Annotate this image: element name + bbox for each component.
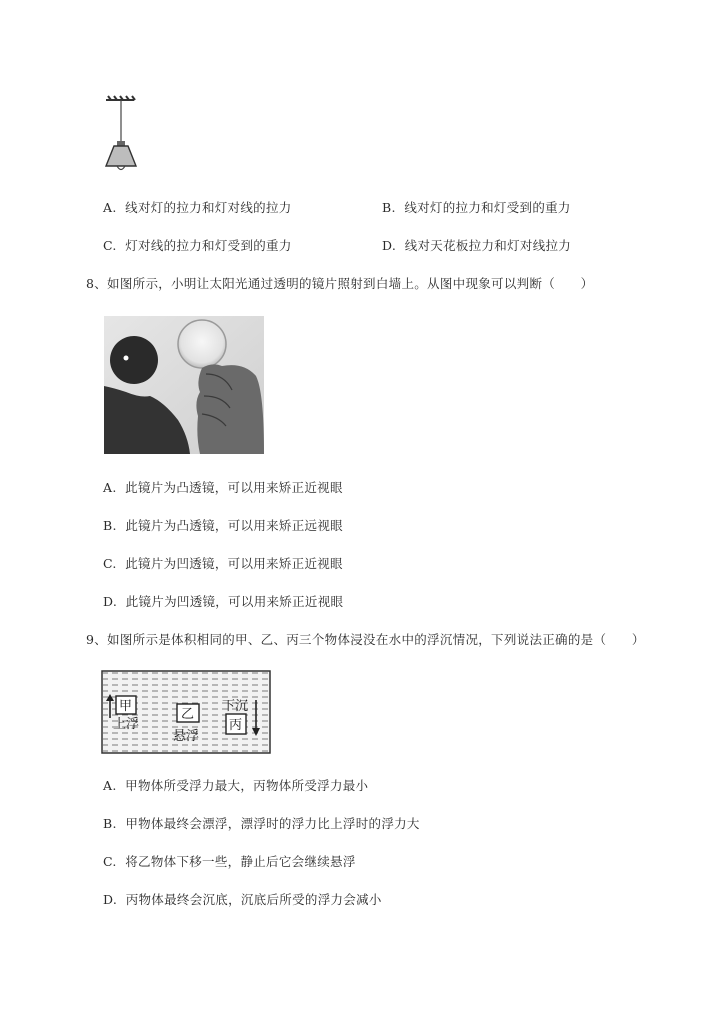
q8-option-b[interactable]: B. 此镜片为凸透镜，可以用来矫正远视眼 (103, 518, 343, 533)
label-up: 上浮 (113, 717, 140, 732)
q8-option-a[interactable]: A. 此镜片为凸透镜，可以用来矫正近视眼 (103, 480, 343, 495)
q9-stem: 9、如图所示是体积相同的甲、乙、丙三个物体浸没在水中的浮沉情况，下列说法正确的是（ ） (86, 632, 645, 647)
q7-option-d[interactable]: D. 线对天花板拉力和灯对线拉力 (382, 238, 572, 253)
q9-option-c[interactable]: C. 将乙物体下移一些，静止后它会继续悬浮 (103, 854, 356, 869)
hanging-lamp-figure (100, 94, 146, 174)
buoyancy-figure (101, 670, 271, 754)
label-yi: 乙 (181, 707, 195, 722)
q8-option-d[interactable]: D. 此镜片为凹透镜，可以用来矫正近视眼 (103, 594, 344, 609)
hand (196, 364, 264, 454)
lens-disc (178, 320, 226, 368)
q9-option-a[interactable]: A. 甲物体所受浮力最大，丙物体所受浮力最小 (103, 778, 369, 793)
label-down: 下沉 (222, 699, 249, 714)
label-jia: 甲 (119, 699, 133, 714)
q9-option-d[interactable]: D. 丙物体最终会沉底，沉底后所受的浮力会减小 (103, 892, 382, 907)
lamp-cap (117, 141, 125, 146)
q9-option-b[interactable]: B. 甲物体最终会漂浮，漂浮时的浮力比上浮时的浮力大 (103, 816, 420, 831)
q7-option-b[interactable]: B. 线对灯的拉力和灯受到的重力 (382, 200, 571, 215)
q8-option-c[interactable]: C. 此镜片为凹透镜，可以用来矫正近视眼 (103, 556, 343, 571)
ceiling-hatch (106, 96, 135, 100)
q7-option-a[interactable]: A. 线对灯的拉力和灯对线的拉力 (103, 200, 292, 215)
label-suspend: 悬浮 (173, 729, 200, 744)
lamp-shade (106, 146, 136, 166)
lens-photo (104, 316, 264, 454)
q8-stem: 8、如图所示，小明让太阳光通过透明的镜片照射到白墙上。从图中现象可以判断（ ） (86, 276, 594, 291)
shadow-disc (110, 336, 158, 384)
label-bing: 丙 (229, 718, 243, 733)
q7-option-c[interactable]: C. 灯对线的拉力和灯受到的重力 (103, 238, 292, 253)
light-spot (124, 356, 129, 361)
